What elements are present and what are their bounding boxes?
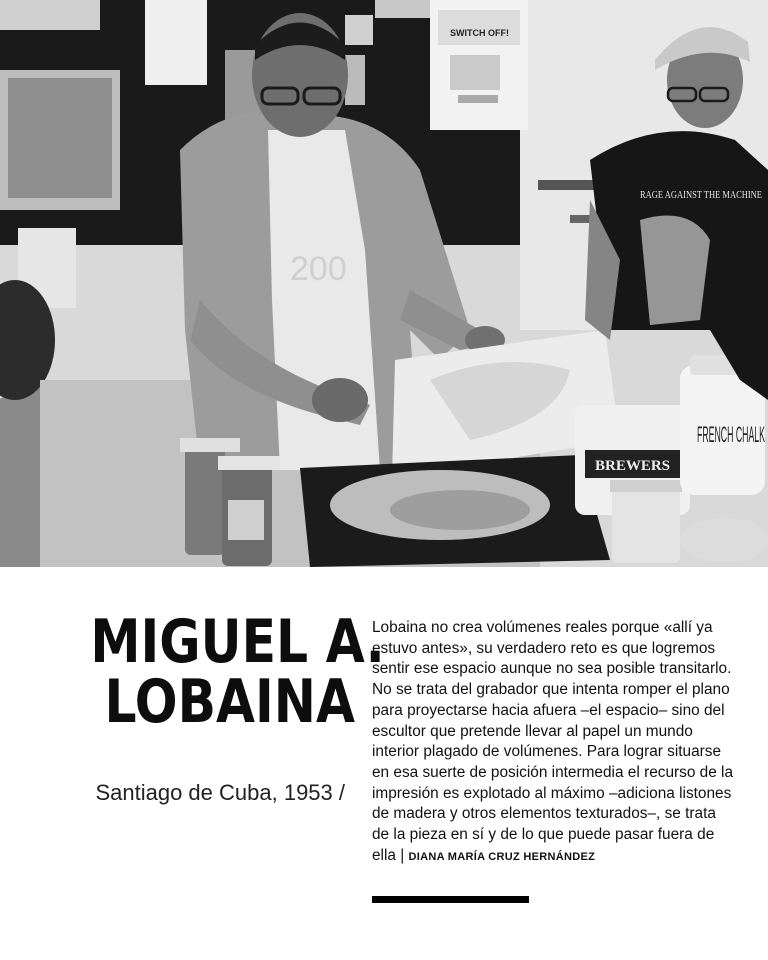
- svg-text:200: 200: [290, 250, 347, 288]
- brewers-label: BREWERS: [595, 458, 671, 474]
- poster-text: SWITCH OFF!: [450, 28, 509, 38]
- artist-name: [90, 607, 385, 737]
- article-body-text: Lobaina no crea volúmenes reales porque «allí ya estuvo antes», su verdadero reto es que logremos sentir ese espacio aunque no sea posible transitarlo. No se trata del grabador que intenta romper el plano para proyectarse hacia afuera –el espacio– sino del escultor que pretende llevar al papel un mundo interior plagado de volúmenes. Para lograr situarse en esa suerte de posición intermedia el recurso de la impresión es explotado al máximo –adiciona listones de madera y otros elementos texturados–, se trata de la pieza en sí y de lo que puede pasar fuera de ella: [372, 619, 734, 864]
- article-author: DIANA MARÍA CRUZ HERNÁNDEZ: [408, 850, 596, 863]
- decorative-rule: [372, 896, 529, 903]
- author-separator: |: [400, 846, 409, 864]
- chalk-label: FRENCH CHALK: [697, 422, 766, 447]
- artist-name-line2: LOBAINA: [104, 667, 355, 737]
- artist-name-line1: MIGUEL A.: [90, 607, 385, 677]
- shirt-text: RAGE AGAINST THE MACHINE: [640, 189, 763, 201]
- article-body: [372, 618, 737, 867]
- artist-origin: Santiago de Cuba, 1953 /: [95, 780, 345, 805]
